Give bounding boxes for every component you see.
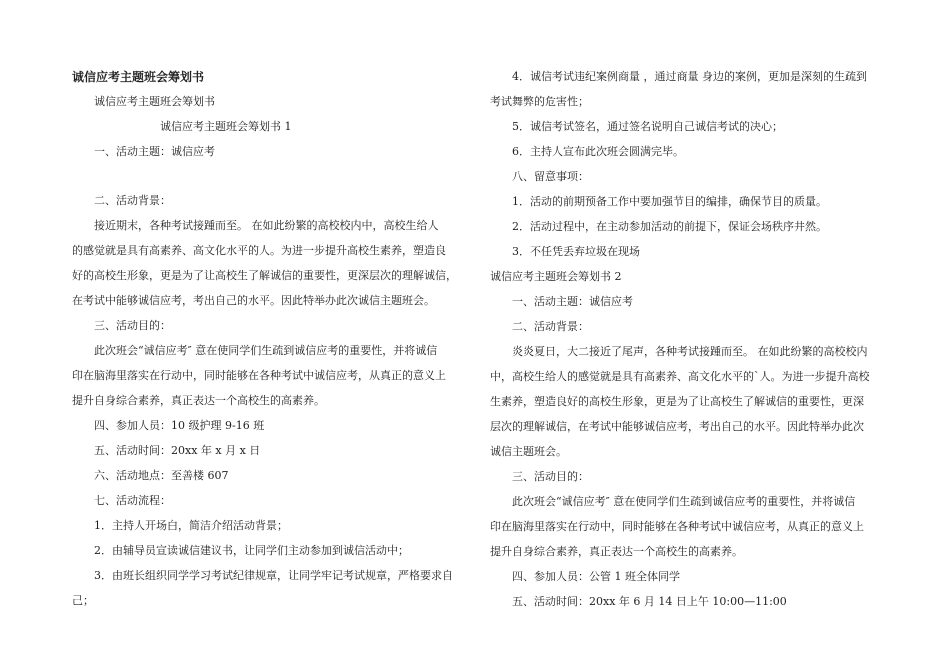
paragraph-line: 此次班会“诚信应考″ 意在使同学们生疏到诚信应考的重要性，并将诚信 — [512, 495, 856, 508]
paragraph-line: 提升自身综合素养，真正表达一个高校生的高素养。 — [72, 394, 325, 407]
paragraph-line: 3．不任凭丢弃垃圾在现场 — [512, 245, 640, 258]
paragraph-line: 1．活动的前期预备工作中要加强节目的编排，确保节目的质量。 — [512, 195, 827, 208]
paragraph-line: 八、留意事项： — [512, 170, 589, 183]
document-title: 诚信应考主题班会筹划书 — [72, 70, 205, 84]
paragraph-line: 在考试中能够诚信应考，考出自己的水平。因此特举办此次诚信主题班会。 — [72, 294, 435, 307]
paragraph-line: 三、活动目的： — [512, 470, 589, 483]
paragraph-line: 炎炎夏日，大二接近了尾声，各种考试接踵而至。 在如此纷繁的高校校内 — [512, 345, 868, 358]
paragraph-line: 提升自身综合素养，真正表达一个高校生的高素养。 — [490, 545, 743, 558]
paragraph-line: 四、参加人员：10 级护理 9-16 班 — [94, 419, 265, 432]
paragraph-line: 一、活动主题：诚信应考 — [512, 295, 633, 308]
paragraph-line: 2．活动过程中，在主动参加活动的前提下，保证会场秩序井然。 — [512, 220, 827, 233]
paragraph-line: 3．由班长组织同学学习考试纪律规章，让同学牢记考试规章，严格要求自 — [94, 569, 453, 582]
paragraph-line: 一、活动主题：诚信应考 — [94, 145, 215, 158]
section-heading-1: 诚信应考主题班会筹划书 1 — [160, 120, 292, 133]
paragraph-line: 二、活动背景： — [512, 320, 589, 333]
paragraph-line: 四、参加人员：公管 1 班全体同学 — [512, 570, 680, 583]
paragraph-line: 4．诚信考试违纪案例商量 ，通过商量 身边的案例，更加是深刻的生疏到 — [512, 70, 867, 83]
paragraph-line: 6．主持人宣布此次班会圆满完毕。 — [512, 145, 684, 158]
paragraph-line: 二、活动背景： — [94, 194, 171, 207]
paragraph-line: 考试舞弊的危害性； — [490, 95, 589, 108]
paragraph-line: 此次班会“诚信应考″ 意在使同学们生疏到诚信应考的重要性，并将诚信 — [94, 344, 438, 357]
paragraph-line: 5．诚信考试签名，通过签名说明自己诚信考试的决心； — [512, 120, 783, 133]
paragraph-line: 好的高校生形象，更是为了让高校生了解诚信的重要性，更深层次的理解诚信， — [72, 269, 457, 282]
paragraph-line: 五、活动时间：20xx 年 x 月 x 日 — [94, 444, 261, 457]
paragraph-line: 印在脑海里落实在行动中，同时能够在各种考试中诚信应考，从真正的意义上 — [490, 520, 864, 533]
paragraph-line: 己； — [72, 594, 94, 607]
paragraph-line: 1．主持人开场白，简洁介绍活动背景； — [94, 519, 288, 532]
paragraph-line: 2．由辅导员宣读诚信建议书，让同学们主动参加到诚信活动中； — [94, 544, 409, 557]
paragraph-line: 五、活动时间：20xx 年 6 月 14 日上午 10:00—11:00 — [512, 595, 787, 608]
paragraph-line: 中，高校生给人的感觉就是具有高素养、高文化水平的`人。为进一步提升高校 — [490, 370, 870, 383]
paragraph-line: 六、活动地点：至善楼 607 — [94, 469, 229, 482]
paragraph-line: 层次的理解诚信，在考试中能够诚信应考，考出自己的水平。因此特举办此次 — [490, 420, 864, 433]
paragraph-line: 印在脑海里落实在行动中，同时能够在各种考试中诚信应考，从真正的意义上 — [72, 369, 446, 382]
paragraph-line: 诚信主题班会。 — [490, 445, 567, 458]
paragraph-line: 接近期末，各种考试接踵而至。 在如此纷繁的高校校内中，高校生给人 — [94, 219, 439, 232]
paragraph-line: 七、活动流程： — [94, 494, 171, 507]
subtitle: 诚信应考主题班会筹划书 — [94, 95, 215, 108]
paragraph-line: 的感觉就是具有高素养、高文化水平的人。为进一步提升高校生素养，塑造良 — [72, 244, 446, 257]
paragraph-line: 生素养，塑造良好的高校生形象，更是为了让高校生了解诚信的重要性，更深 — [490, 395, 864, 408]
paragraph-line: 三、活动目的： — [94, 319, 171, 332]
section-heading-2: 诚信应考主题班会筹划书 2 — [490, 270, 622, 283]
